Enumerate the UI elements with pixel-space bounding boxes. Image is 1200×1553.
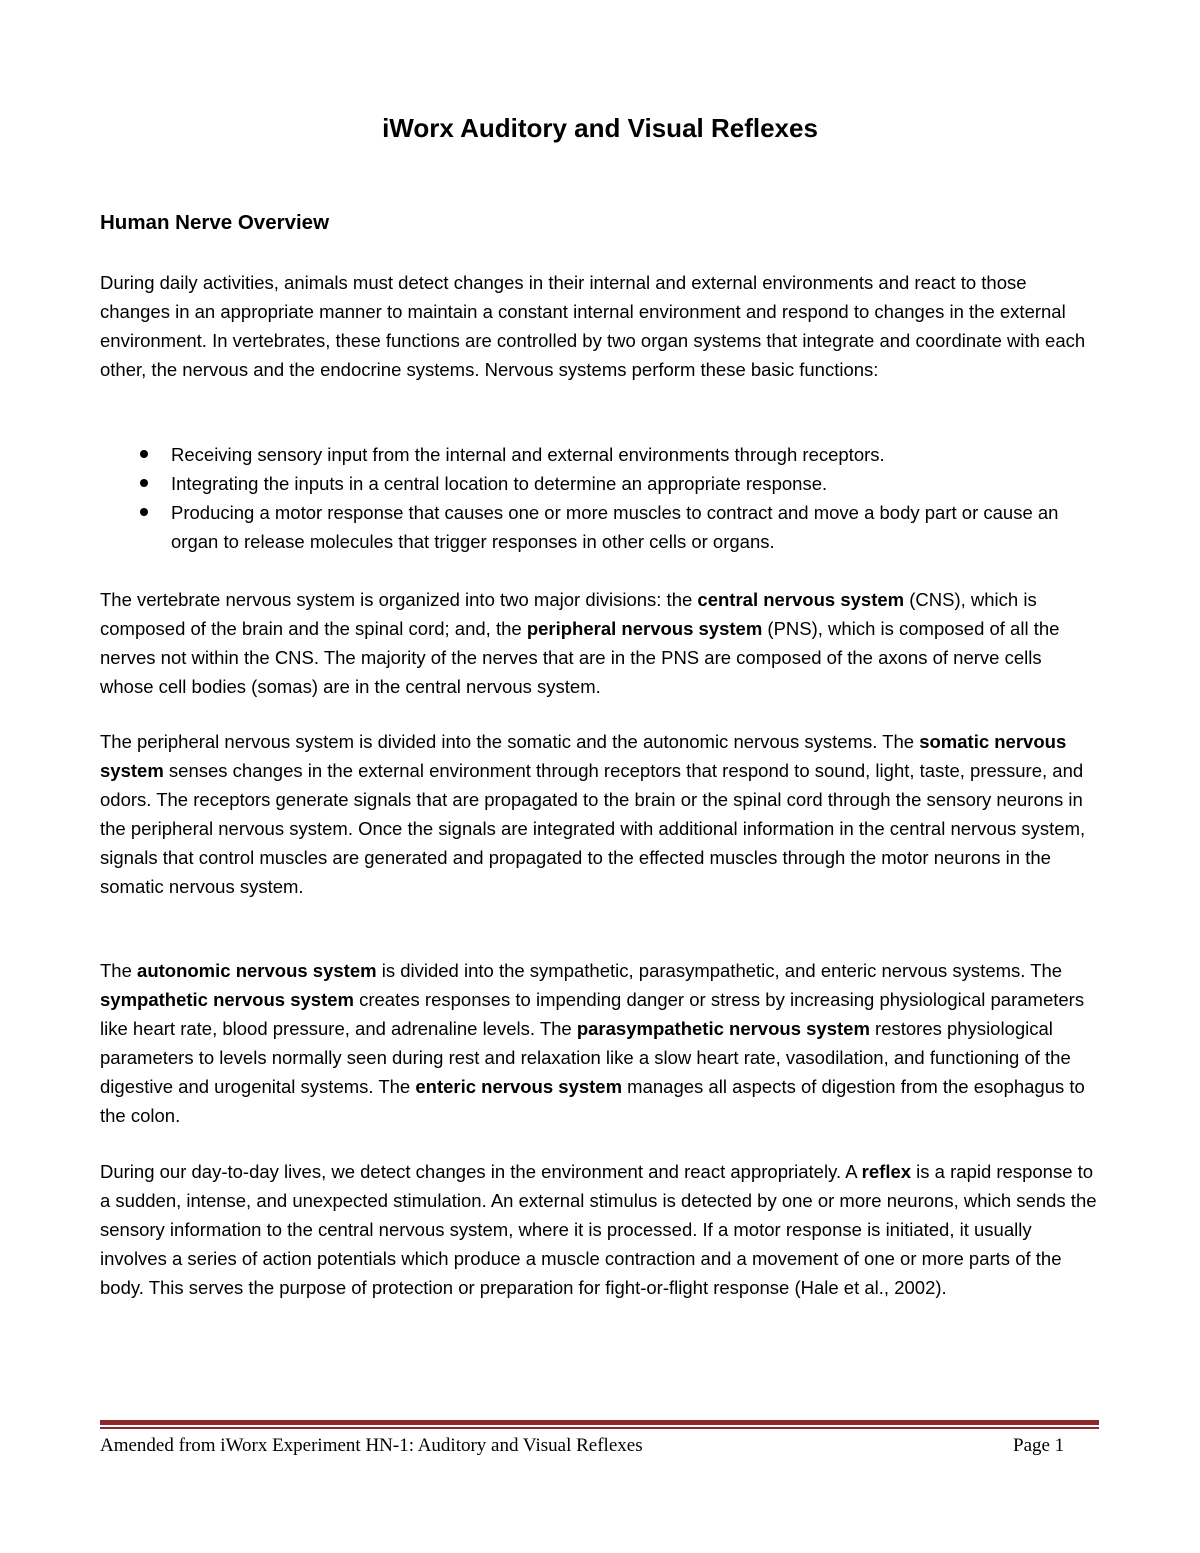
bullet-icon <box>140 479 148 487</box>
list-item <box>100 498 1100 556</box>
footer-source-note: Amended from iWorx Experiment HN-1: Auditory and Visual Reflexes <box>100 1435 643 1456</box>
term-enteric-nervous-system: enteric nervous system <box>415 1076 623 1097</box>
paragraph-text: restores physiological parameters to levels normally seen during rest and relaxation like a slow heart rate, vasodilation, and functioning of the digestive and urogenital systems. The <box>100 1018 1071 1097</box>
term-somatic-nervous-system: somatic nervous system <box>100 731 1067 781</box>
paragraph-divisions <box>100 585 1100 701</box>
term-central-nervous-system: central nervous system <box>697 589 905 610</box>
list-item-text: Receiving sensory input from the internal and external environments through receptors. <box>171 444 885 465</box>
list-item-text: Integrating the inputs in a central location to determine an appropriate response. <box>171 473 828 494</box>
paragraph-text: is a rapid response to a sudden, intense, and unexpected stimulation. An external stimulus is detected by one or more neurons, which sends the sensory information to the central nervous system, where it is processed. If a motor response is initiated, it usually involves a series of action potentials which produce a muscle contraction and a movement of one or more parts of the body. This serves the purpose of protection or preparation for fight-or-flight response (Hale et al., 2002). <box>100 1161 1097 1298</box>
paragraph-text: (CNS), which is composed of the brain and the spinal cord; and, the <box>100 589 1037 639</box>
paragraph-text: creates responses to impending danger or stress by increasing physiological parameters like heart rate, blood pressure, and adrenaline levels. The <box>100 989 1085 1039</box>
paragraph-text: The peripheral nervous system is divided into the somatic and the autonomic nervous systems. The <box>100 731 920 752</box>
bullet-icon <box>140 450 148 458</box>
paragraph-text: (PNS), which is composed of all the nerves not within the CNS. The majority of the nerves that are in the PNS are composed of the axons of nerve cells whose cell bodies (somas) are in the central nervous system. <box>100 618 1060 697</box>
term-peripheral-nervous-system: peripheral nervous system <box>526 618 763 639</box>
term-reflex: reflex <box>861 1161 912 1182</box>
section-heading: Human Nerve Overview <box>100 211 330 234</box>
list-item-text: Producing a motor response that causes one or more muscles to contract and move a body part or cause an organ to release molecules that trigger responses in other cells or organs. <box>171 502 1059 552</box>
footer-divider <box>100 1420 1099 1430</box>
document-page <box>100 0 1100 1553</box>
term-sympathetic-nervous-system: sympathetic nervous system <box>100 989 354 1010</box>
term-parasympathetic-nervous-system: parasympathetic nervous system <box>576 1018 870 1039</box>
paragraph-autonomic <box>100 956 1100 1130</box>
paragraph-reflex <box>100 1157 1100 1302</box>
paragraph-text: manages all aspects of digestion from the esophagus to the colon. <box>100 1076 1085 1126</box>
bullet-icon <box>140 508 148 516</box>
paragraph-text: During our day-to-day lives, we detect changes in the environment and react appropriately. A <box>100 1161 862 1182</box>
intro-paragraph: During daily activities, animals must detect changes in their internal and external environments and react to those changes in an appropriate manner to maintain a constant internal environment and respond to changes in the external environment. In vertebrates, these functions are controlled by two organ systems that integrate and coordinate with each other, the nervous and the endocrine systems. Nervous systems perform these basic functions: <box>100 272 1086 380</box>
term-autonomic-nervous-system: autonomic nervous system <box>137 960 377 981</box>
list-item <box>100 469 1100 498</box>
paragraph-somatic <box>100 727 1100 901</box>
paragraph-text: senses changes in the external environment through receptors that respond to sound, light, taste, pressure, and odors. The receptors generate signals that are propagated to the brain or the spinal cord through the sensory neurons in the peripheral nervous system. Once the signals are integrated with additional information in the central nervous system, signals that control muscles are generated and propagated to the effected muscles through the motor neurons in the somatic nervous system. <box>100 760 1086 897</box>
functions-list <box>100 440 1100 556</box>
paragraph-text: The vertebrate nervous system is organized into two major divisions: the <box>100 589 698 610</box>
paragraph-text: The <box>100 960 138 981</box>
document-title: iWorx Auditory and Visual Reflexes <box>382 113 818 143</box>
paragraph-text: is divided into the sympathetic, parasympathetic, and enteric nervous systems. The <box>376 960 1063 981</box>
list-item <box>100 440 1100 469</box>
page-number: Page 1 <box>1013 1435 1065 1456</box>
footer-divider-thin <box>100 1427 1099 1429</box>
footer-divider-thick <box>100 1420 1099 1425</box>
